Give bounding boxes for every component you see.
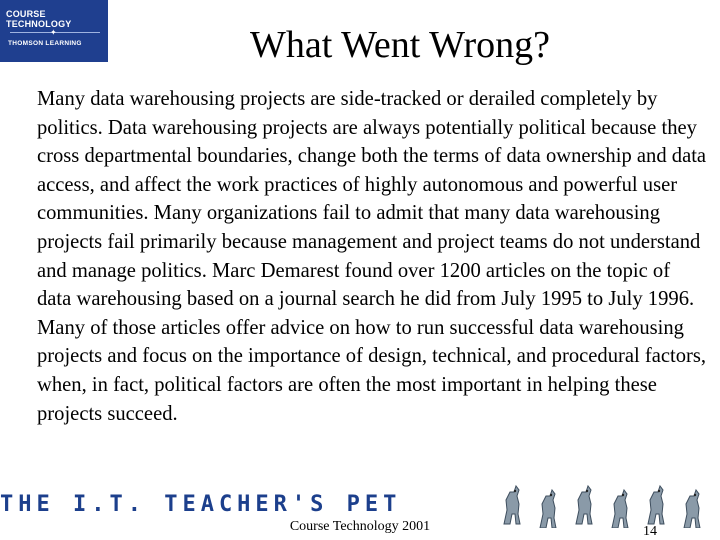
logo-line-2: TECHNOLOGY (6, 19, 72, 29)
logo-star-icon: ✦ (50, 28, 57, 37)
slide-body-text: Many data warehousing projects are side-tracked or derailed completely by politics. Data warehousing projects are always potentially political because they cross departmental boundaries, change both the terms of data ownership and data access, and affect the work practices of highly autonomous and powerful user communities. Many organizations fail to admit that many data warehousing projects fail primarily because management and project teams do not understand and manage politics. Marc Demarest found over 1200 articles on the topic of data warehousing based on a journal search he did from July 1995 to July 1996. Many of those articles offer advice on how to run successful data warehousing projects and focus on the importance of design, technical, and procedural factors, when, in fact, political factors are often the most important in helping these projects succeed. (37, 88, 707, 425)
slide-title: What Went Wrong? (249, 24, 551, 66)
logo-line-3: THOMSON LEARNING (8, 40, 82, 47)
page-number: 14 (643, 524, 657, 539)
course-technology-logo (0, 0, 108, 62)
footer-copyright: Course Technology 2001 (289, 519, 431, 534)
logo-line-1: COURSE (6, 9, 46, 19)
dog-row-icon (500, 478, 715, 528)
teachers-pet-banner: THE I.T. TEACHER'S PET (0, 492, 402, 517)
